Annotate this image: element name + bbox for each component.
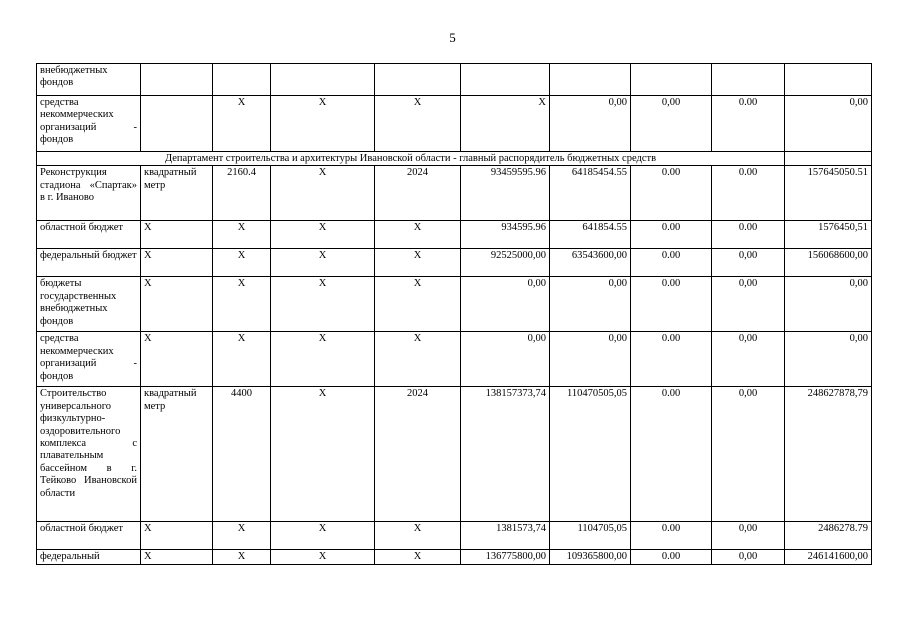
cell-value-2: 0,00 (550, 332, 631, 387)
cell-year: Х (375, 277, 461, 332)
cell-value-4: 0.00 (712, 96, 785, 152)
cell-total: 1576450,51 (785, 221, 872, 249)
cell-unit: Х (141, 522, 213, 550)
cell-value-2: 1104705,05 (550, 522, 631, 550)
cell-year (375, 64, 461, 96)
cell-value-3: 0.00 (631, 387, 712, 522)
cell-capacity: Х (213, 522, 271, 550)
cell-total: 0,00 (785, 277, 872, 332)
cell-capacity (213, 64, 271, 96)
cell-value-3: 0.00 (631, 550, 712, 564)
cell-total: 156068600,00 (785, 249, 872, 277)
cell-value-4: 0,00 (712, 387, 785, 522)
cell-total (785, 64, 872, 96)
cell-name: Реконструкция стадиона «Спартак» в г. Иваново (37, 166, 141, 221)
cell-capacity: 2160.4 (213, 166, 271, 221)
cell-year: Х (375, 522, 461, 550)
cell-unit (141, 96, 213, 152)
cell-name: средства некоммерческих организаций - фондов (37, 332, 141, 387)
cell-value-3 (631, 64, 712, 96)
cell-col4: Х (271, 221, 375, 249)
cell-name: средства некоммерческих организаций - фондов (37, 96, 141, 152)
cell-value-3: 0.00 (631, 166, 712, 221)
cell-value-3: 0.00 (631, 277, 712, 332)
cell-unit: Х (141, 277, 213, 332)
cell-year: Х (375, 332, 461, 387)
cell-unit: квадратный метр (141, 387, 213, 522)
cell-col4: Х (271, 550, 375, 564)
cell-value-3: 0.00 (631, 522, 712, 550)
cell-unit: Х (141, 221, 213, 249)
cell-value-2: 0,00 (550, 277, 631, 332)
cell-value-2: 109365800,00 (550, 550, 631, 564)
table-row (37, 332, 872, 387)
cell-unit: Х (141, 332, 213, 387)
cell-value-3: 0.00 (631, 332, 712, 387)
page-number: 5 (449, 30, 456, 45)
department-header: Департамент строительства и архитектуры Ивановской области - главный распорядитель бюджетных средств (37, 152, 785, 166)
cell-total: 157645050.51 (785, 166, 872, 221)
table-row (37, 387, 872, 522)
cell-capacity: Х (213, 277, 271, 332)
cell-name: Строительство универсального физкультурно-оздоровительного комплекса с плавательным бассейном в г. Тейково Ивановской области (37, 387, 141, 522)
cell-value-2: 63543600,00 (550, 249, 631, 277)
table-body-department (37, 152, 872, 166)
cell-value-2: 641854.55 (550, 221, 631, 249)
cell-col4: Х (271, 166, 375, 221)
table-row (37, 221, 872, 249)
table-body-after (37, 166, 872, 564)
cell-value-4: 0,00 (712, 522, 785, 550)
cell-name: внебюджетных фондов (37, 64, 141, 96)
cell-value-1: 92525000,00 (461, 249, 550, 277)
cell-col4: Х (271, 249, 375, 277)
cell-value-2: 0,00 (550, 96, 631, 152)
cell-value-1: 93459595.96 (461, 166, 550, 221)
cell-value-1: 0,00 (461, 277, 550, 332)
table-row (37, 64, 872, 96)
cell-total: 2486278.79 (785, 522, 872, 550)
cell-capacity: Х (213, 221, 271, 249)
cell-year: Х (375, 96, 461, 152)
cell-unit: Х (141, 550, 213, 564)
cell-value-1: 0,00 (461, 332, 550, 387)
cell-year: Х (375, 221, 461, 249)
table-row (37, 522, 872, 550)
cell-unit (141, 64, 213, 96)
cell-year: 2024 (375, 166, 461, 221)
cell-value-2 (550, 64, 631, 96)
cell-capacity: Х (213, 550, 271, 564)
cell-value-1: 136775800,00 (461, 550, 550, 564)
cell-value-4: 0,00 (712, 550, 785, 564)
cell-value-1 (461, 64, 550, 96)
cell-value-4: 0,00 (712, 249, 785, 277)
cell-value-2: 64185454.55 (550, 166, 631, 221)
table-row (37, 96, 872, 152)
cell-value-4 (712, 64, 785, 96)
cell-year: Х (375, 550, 461, 564)
cell-capacity: Х (213, 332, 271, 387)
table-row (37, 166, 872, 221)
cell-col4: Х (271, 522, 375, 550)
cell-value-1: Х (461, 96, 550, 152)
cell-name: федеральный бюджет (37, 249, 141, 277)
cell-year: Х (375, 249, 461, 277)
cell-value-4: 0.00 (712, 221, 785, 249)
cell-total: 0,00 (785, 96, 872, 152)
cell-value-1: 1381573,74 (461, 522, 550, 550)
department-header-spacer (785, 152, 872, 166)
cell-value-4: 0.00 (712, 166, 785, 221)
cell-total: 0,00 (785, 332, 872, 387)
cell-name: бюджеты государственных внебюджетных фондов (37, 277, 141, 332)
budget-table (36, 63, 872, 565)
cell-total: 246141600,00 (785, 550, 872, 564)
cell-total: 248627878,79 (785, 387, 872, 522)
department-header-row (37, 152, 872, 166)
cell-capacity: 4400 (213, 387, 271, 522)
cell-value-3: 0.00 (631, 221, 712, 249)
cell-col4: Х (271, 332, 375, 387)
cell-unit: квадратный метр (141, 166, 213, 221)
cell-value-1: 138157373,74 (461, 387, 550, 522)
cell-name: областной бюджет (37, 522, 141, 550)
table-row (37, 277, 872, 332)
cell-value-4: 0,00 (712, 277, 785, 332)
cell-value-4: 0,00 (712, 332, 785, 387)
cell-capacity: Х (213, 96, 271, 152)
cell-value-3: 0,00 (631, 96, 712, 152)
table-row (37, 249, 872, 277)
cell-value-3: 0.00 (631, 249, 712, 277)
cell-capacity: Х (213, 249, 271, 277)
table-row (37, 550, 872, 564)
cell-value-1: 934595.96 (461, 221, 550, 249)
table-body-before (37, 64, 872, 152)
cell-name: федеральный (37, 550, 141, 564)
cell-col4: Х (271, 277, 375, 332)
cell-value-2: 110470505,05 (550, 387, 631, 522)
cell-name: областной бюджет (37, 221, 141, 249)
cell-col4 (271, 64, 375, 96)
cell-col4: Х (271, 96, 375, 152)
cell-year: 2024 (375, 387, 461, 522)
cell-unit: Х (141, 249, 213, 277)
cell-col4: Х (271, 387, 375, 522)
